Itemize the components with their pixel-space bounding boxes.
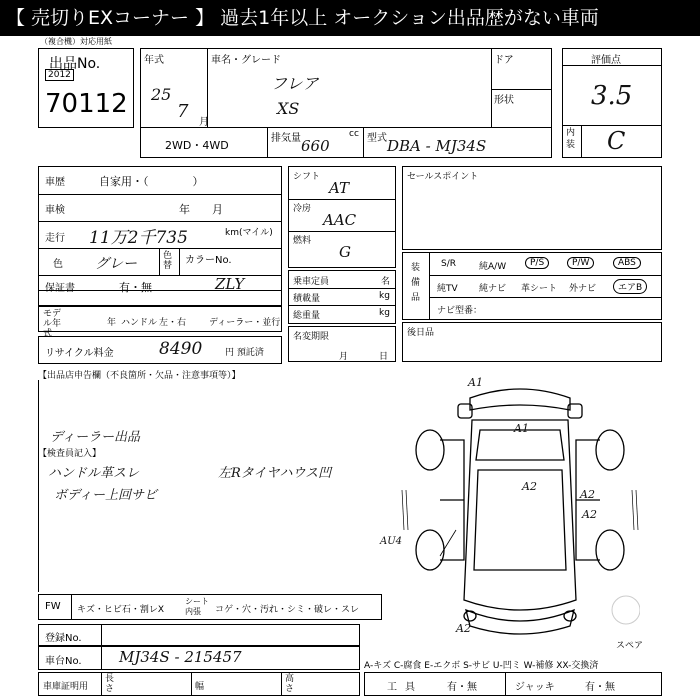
- later-items-label: 後日品: [407, 328, 435, 338]
- later-items-box: [402, 322, 662, 362]
- inspection-value: 年 月: [179, 203, 223, 216]
- fw-text-2: コゲ・穴・汚れ・シミ・破レ・スレ: [215, 605, 360, 615]
- history-box: [38, 166, 282, 306]
- gross-unit: kg: [379, 308, 390, 318]
- lot-number: 70112: [45, 89, 128, 119]
- name-change-day: 日: [379, 352, 389, 362]
- usage-value: 自家用・（ ）: [99, 175, 204, 188]
- shape-label: 形状: [494, 95, 514, 106]
- ac-value: AAC: [323, 211, 357, 229]
- inspector-label: 【検査員記入】: [38, 449, 102, 459]
- month-value: 7: [177, 101, 189, 122]
- name-label: 車名・グレード: [211, 55, 281, 66]
- car-grade: XS: [277, 99, 300, 118]
- name-change-label: 名変期限: [293, 332, 330, 342]
- interior-value: C: [607, 127, 626, 155]
- recycle-unit: 円 預託済: [225, 348, 264, 358]
- seats-label: 乗車定員: [293, 277, 330, 287]
- recycle-value: 8490: [159, 339, 203, 359]
- color-label: 色: [53, 259, 63, 270]
- drive-value: 2WD・4WD: [165, 139, 229, 152]
- gross-label: 総重量: [293, 311, 321, 321]
- vehicle-box: [140, 48, 552, 158]
- note-1: ハンドル革スレ: [48, 466, 140, 481]
- door-label: ドア: [494, 55, 514, 66]
- color-no-label: カラーNo.: [185, 255, 232, 266]
- color-no-value: ZLY: [215, 275, 245, 293]
- mileage-unit: km(マイル): [225, 228, 273, 238]
- cert-width: 幅: [195, 682, 205, 692]
- equip-leather: 革シート: [521, 284, 558, 294]
- spare-label: スペア: [616, 641, 644, 651]
- shift-value: AT: [329, 179, 350, 197]
- seat-label: シート内張: [185, 597, 209, 616]
- diagram-a1-front: A1: [468, 376, 483, 389]
- note-3: 左Rタイヤハウス凹: [218, 466, 332, 481]
- equip-ext-navi: 外ナビ: [569, 284, 597, 294]
- shift-label: シフト: [293, 172, 321, 182]
- interior-label: 内装: [566, 128, 576, 150]
- seats-unit: 名: [381, 277, 391, 287]
- handle-label: ハンドル: [121, 318, 158, 328]
- month-unit: 月: [199, 117, 209, 128]
- equip-aw: 純A/W: [479, 262, 507, 272]
- handle-value: 左・右: [159, 318, 187, 328]
- sales-point-box: [402, 166, 662, 250]
- ac-label: 冷房: [293, 204, 312, 214]
- navi-model-label: ナビ型番：: [437, 306, 483, 316]
- load-label: 積載量: [293, 294, 321, 304]
- load-unit: kg: [379, 291, 390, 301]
- cert-length: 長さ: [105, 674, 115, 694]
- score-label: 評価点: [591, 55, 621, 66]
- inspection-label: 車検: [45, 205, 65, 216]
- equip-abs: ABS: [613, 257, 641, 269]
- chassis-value: MJ34S - 215457: [119, 648, 242, 666]
- equipment-label: 装備品: [411, 263, 421, 303]
- car-name: フレア: [271, 74, 319, 93]
- lot-box: [38, 48, 134, 128]
- year-label: 年式: [144, 55, 164, 66]
- sales-point-label: セールスポイント: [407, 172, 479, 182]
- diagram-a2-right-lower: A2: [582, 508, 597, 521]
- tools-value: 有・無: [447, 682, 477, 693]
- dealer-label: ディーラー・並行: [209, 318, 281, 328]
- lot-year-tag: 2012: [45, 69, 74, 81]
- cert-row: [38, 672, 360, 696]
- chassis-row: [38, 646, 360, 670]
- fw-text: キズ・ヒビ石・割レX: [77, 605, 164, 615]
- equip-navi: 純ナビ: [479, 284, 507, 294]
- page-banner: 【 売切りEXコーナー 】 過去1年以上 オークション出品歴がない車両: [0, 0, 700, 36]
- equip-sr: S/R: [441, 259, 456, 269]
- equip-airbag: エアB: [613, 279, 647, 294]
- jack-value: 有・無: [585, 682, 615, 693]
- diagram-a2-right: A2: [580, 488, 595, 501]
- color-value: グレー: [95, 256, 137, 272]
- cert-label: 車庫証明用: [43, 682, 89, 692]
- register-row: [38, 624, 360, 646]
- history-label: 車歴: [45, 177, 65, 188]
- jack-label: ジャッキ: [515, 682, 555, 693]
- lot-label: 出品No.: [49, 56, 101, 72]
- score-box: [562, 48, 662, 158]
- cc-unit: cc: [349, 129, 359, 139]
- chassis-label: 車台No.: [45, 656, 82, 667]
- model-value: DBA - MJ34S: [387, 137, 487, 155]
- equip-ps: P/S: [525, 257, 549, 269]
- fw-row: [38, 594, 382, 620]
- displacement-value: 660: [301, 137, 330, 155]
- warranty-label: 保証書: [45, 283, 75, 294]
- fuel-value: G: [339, 243, 351, 261]
- name-change-month: 月: [339, 352, 349, 362]
- diagram-a1-roof: A1: [514, 422, 529, 435]
- tools-label: 工具: [387, 682, 423, 693]
- cert-height: 高さ: [285, 674, 295, 694]
- year-value: 25: [151, 85, 172, 104]
- shift-box: [288, 166, 396, 268]
- recycle-box: [38, 336, 282, 364]
- diagram-a2-center: A2: [522, 480, 537, 493]
- mileage-value: 11万2千735: [89, 228, 188, 248]
- equip-tv: 純TV: [437, 284, 458, 294]
- model-year-unit: 年: [107, 318, 117, 328]
- equipment-box: [402, 252, 662, 320]
- form-subheader: （複合機）対応用紙: [40, 37, 112, 46]
- report-label: 【出品店申告欄（不良箇所・欠品・注意事項等）】: [38, 371, 241, 381]
- model-year-row: [38, 306, 282, 339]
- mileage-label: 走行: [45, 233, 65, 244]
- diagram-au4: AU4: [380, 536, 403, 547]
- tools-row: [364, 672, 662, 696]
- car-damage-diagram: [400, 370, 640, 650]
- dealer-note: ディーラー出品: [50, 430, 140, 445]
- capacity-box: [288, 270, 396, 324]
- diagram-a2-rear: A2: [456, 622, 471, 635]
- warranty-value: 有・無: [119, 281, 152, 294]
- equip-pw: P/W: [567, 257, 594, 269]
- fuel-label: 燃料: [293, 236, 312, 246]
- name-change-box: [288, 326, 396, 362]
- model-label: 型式: [367, 133, 387, 144]
- note-2: ボディー上回サビ: [54, 488, 157, 503]
- register-label: 登録No.: [45, 633, 82, 644]
- score-value: 3.5: [591, 81, 633, 111]
- fw-label: FW: [45, 601, 61, 612]
- damage-legend: A-キズ C-腐食 E-エクボ S-サビ U-凹ミ W-補修 XX-交換済: [364, 661, 599, 671]
- model-year-label: モデル年式: [43, 309, 62, 339]
- recycle-label: リサイクル料金: [45, 348, 114, 359]
- color-change-label: 色替: [163, 251, 173, 271]
- displacement-label: 排気量: [271, 133, 301, 144]
